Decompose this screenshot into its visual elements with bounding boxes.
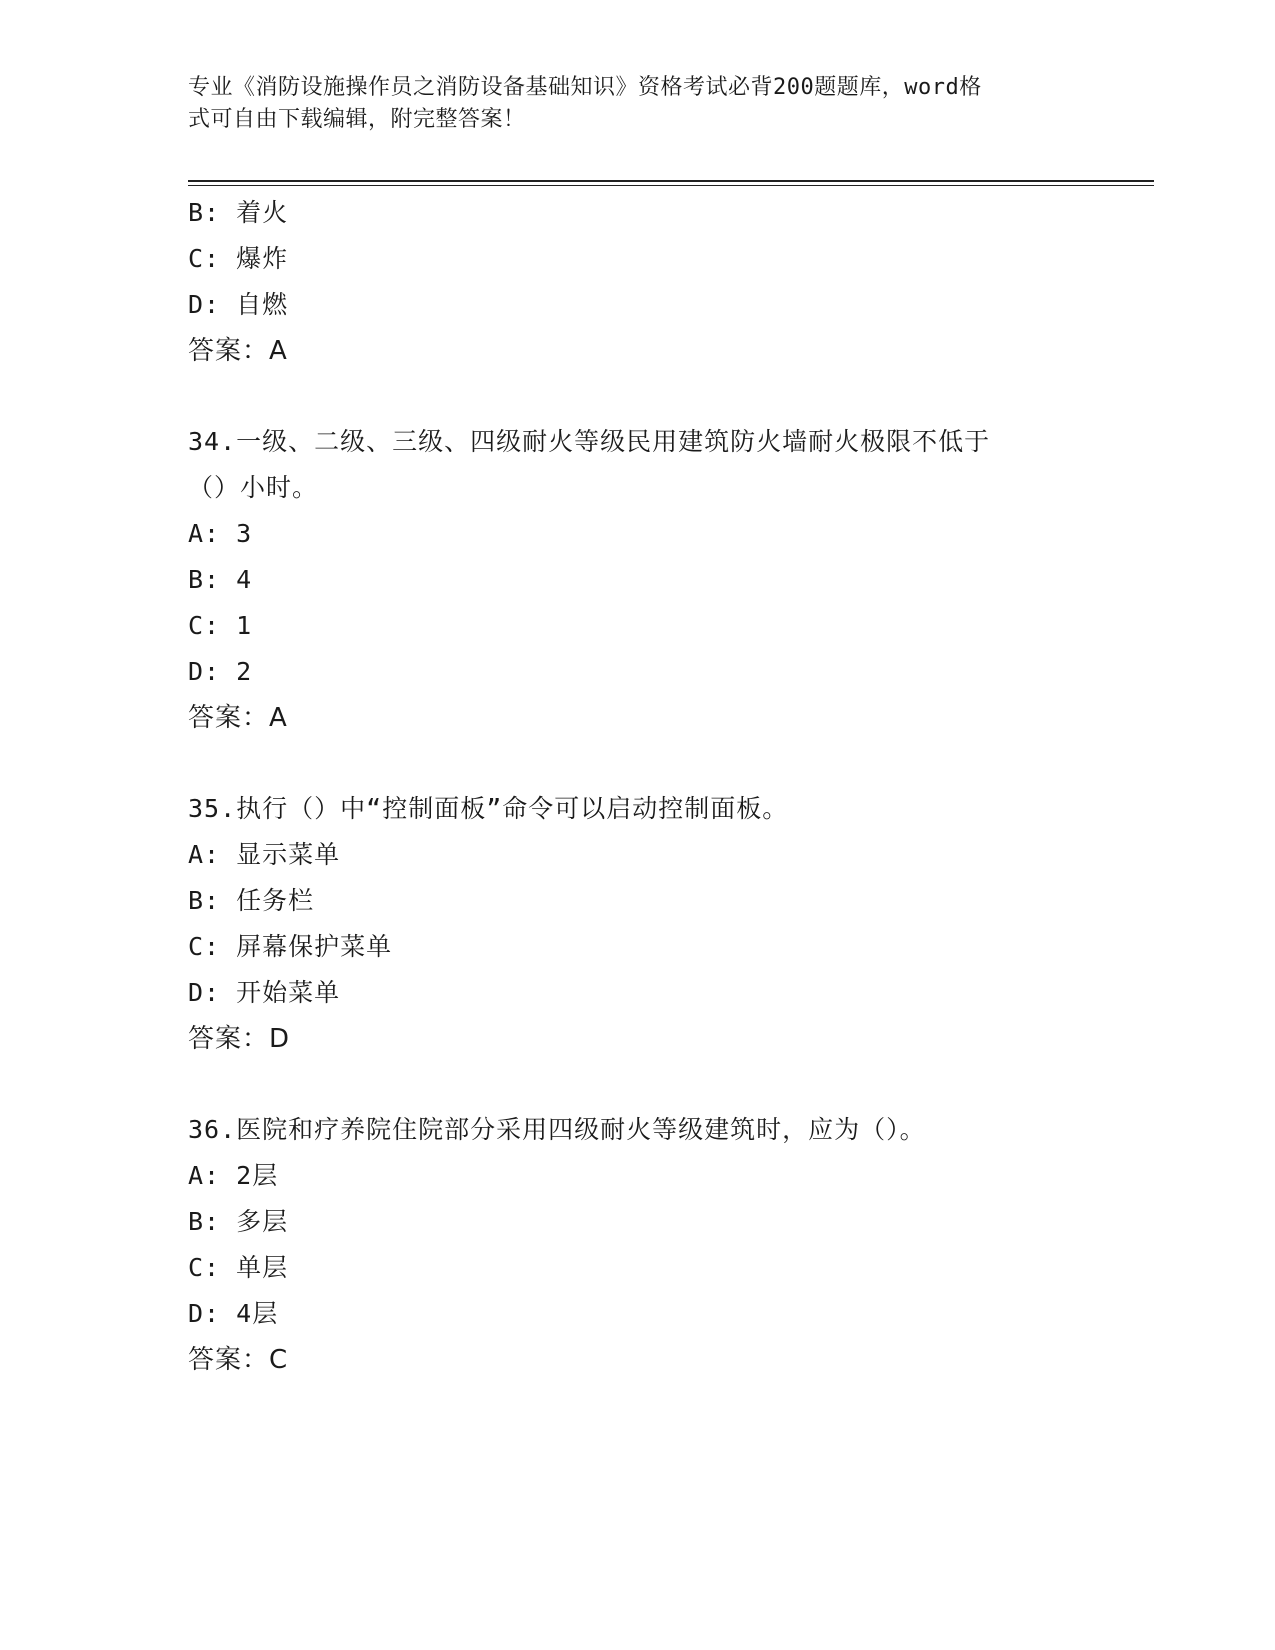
spacer	[188, 741, 1088, 786]
option-c: C: 爆炸	[188, 244, 289, 273]
option-d: D: 自燃	[188, 290, 289, 319]
question-item	[188, 786, 1088, 1062]
option-c: C: 1	[188, 611, 253, 640]
option-d: D: 4层	[188, 1299, 279, 1328]
option-d: D: 2	[188, 657, 253, 686]
option-d: D: 开始菜单	[188, 978, 341, 1007]
option-b: B: 任务栏	[188, 886, 315, 915]
header-line-2: 式可自由下载编辑，附完整答案！	[188, 107, 526, 132]
answer-line: 答案：D	[188, 1024, 291, 1054]
answer-line: 答案：C	[188, 1345, 289, 1375]
option-c: C: 屏幕保护菜单	[188, 932, 393, 961]
spacer	[188, 374, 1088, 419]
header-line-1: 专业《消防设施操作员之消防设备基础知识》资格考试必背200题题库，word格	[188, 75, 982, 100]
option-c: C: 单层	[188, 1253, 289, 1282]
answer-line: 答案：A	[188, 703, 288, 733]
header-rule-thin	[188, 185, 1154, 186]
question-item	[188, 1107, 1088, 1383]
question-text-continued: （）小时。	[188, 473, 319, 502]
question-list	[188, 190, 1088, 1383]
question-text: 34.一级、二级、三级、四级耐火等级民用建筑防火墙耐火极限不低于	[188, 427, 991, 456]
question-fragment	[188, 190, 1088, 374]
answer-line: 答案：A	[188, 336, 288, 366]
document-header	[188, 72, 1068, 136]
option-b: B: 多层	[188, 1207, 289, 1236]
option-b: B: 4	[188, 565, 253, 594]
question-text: 35.执行（）中“控制面板”命令可以启动控制面板。	[188, 794, 789, 823]
option-b: B: 着火	[188, 198, 289, 227]
question-item	[188, 419, 1088, 741]
option-a: A: 3	[188, 519, 253, 548]
question-text: 36.医院和疗养院住院部分采用四级耐火等级建筑时，应为（）。	[188, 1115, 926, 1144]
header-rule-thick	[188, 180, 1154, 182]
option-a: A: 显示菜单	[188, 840, 341, 869]
option-a: A: 2层	[188, 1161, 279, 1190]
spacer	[188, 1062, 1088, 1107]
